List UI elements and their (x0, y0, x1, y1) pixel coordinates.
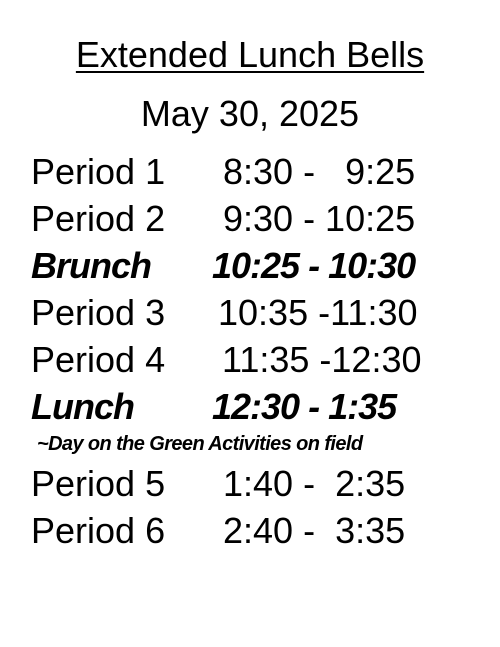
schedule-row-period-5 (0, 462, 500, 506)
period-time: 10:35 -11:30 (218, 292, 418, 333)
schedule-row-brunch (0, 244, 500, 288)
period-time: 8:30 - 9:25 (213, 151, 416, 192)
schedule-row-period-4 (0, 338, 500, 382)
period-label: Period 3 (31, 292, 166, 333)
period-label: Period 5 (31, 463, 166, 504)
period-label: Period 2 (31, 198, 166, 239)
document-title: Extended Lunch Bells (75, 34, 425, 75)
break-label: Lunch (31, 386, 134, 427)
schedule-row-period-6 (0, 509, 500, 553)
schedule-row-period-1 (0, 150, 500, 194)
break-time: 10:25 - 10:30 (212, 245, 416, 286)
schedule-date: May 30, 2025 (140, 93, 360, 134)
period-label: Period 4 (31, 339, 166, 380)
period-time: 2:40 - 3:35 (213, 510, 406, 551)
period-label: Period 6 (31, 510, 166, 551)
period-time: 1:40 - 2:35 (213, 463, 406, 504)
period-time: 9:30 - 10:25 (213, 198, 416, 239)
lunch-note: ~Day on the Green Activities on field (37, 433, 363, 455)
period-time: 11:35 -12:30 (222, 339, 422, 380)
period-label: Period 1 (31, 151, 166, 192)
schedule-row-lunch (0, 385, 500, 429)
schedule-row-period-2 (0, 197, 500, 241)
schedule-row-period-3 (0, 291, 500, 335)
break-label: Brunch (31, 245, 151, 286)
break-time: 12:30 - 1:35 (212, 386, 397, 427)
